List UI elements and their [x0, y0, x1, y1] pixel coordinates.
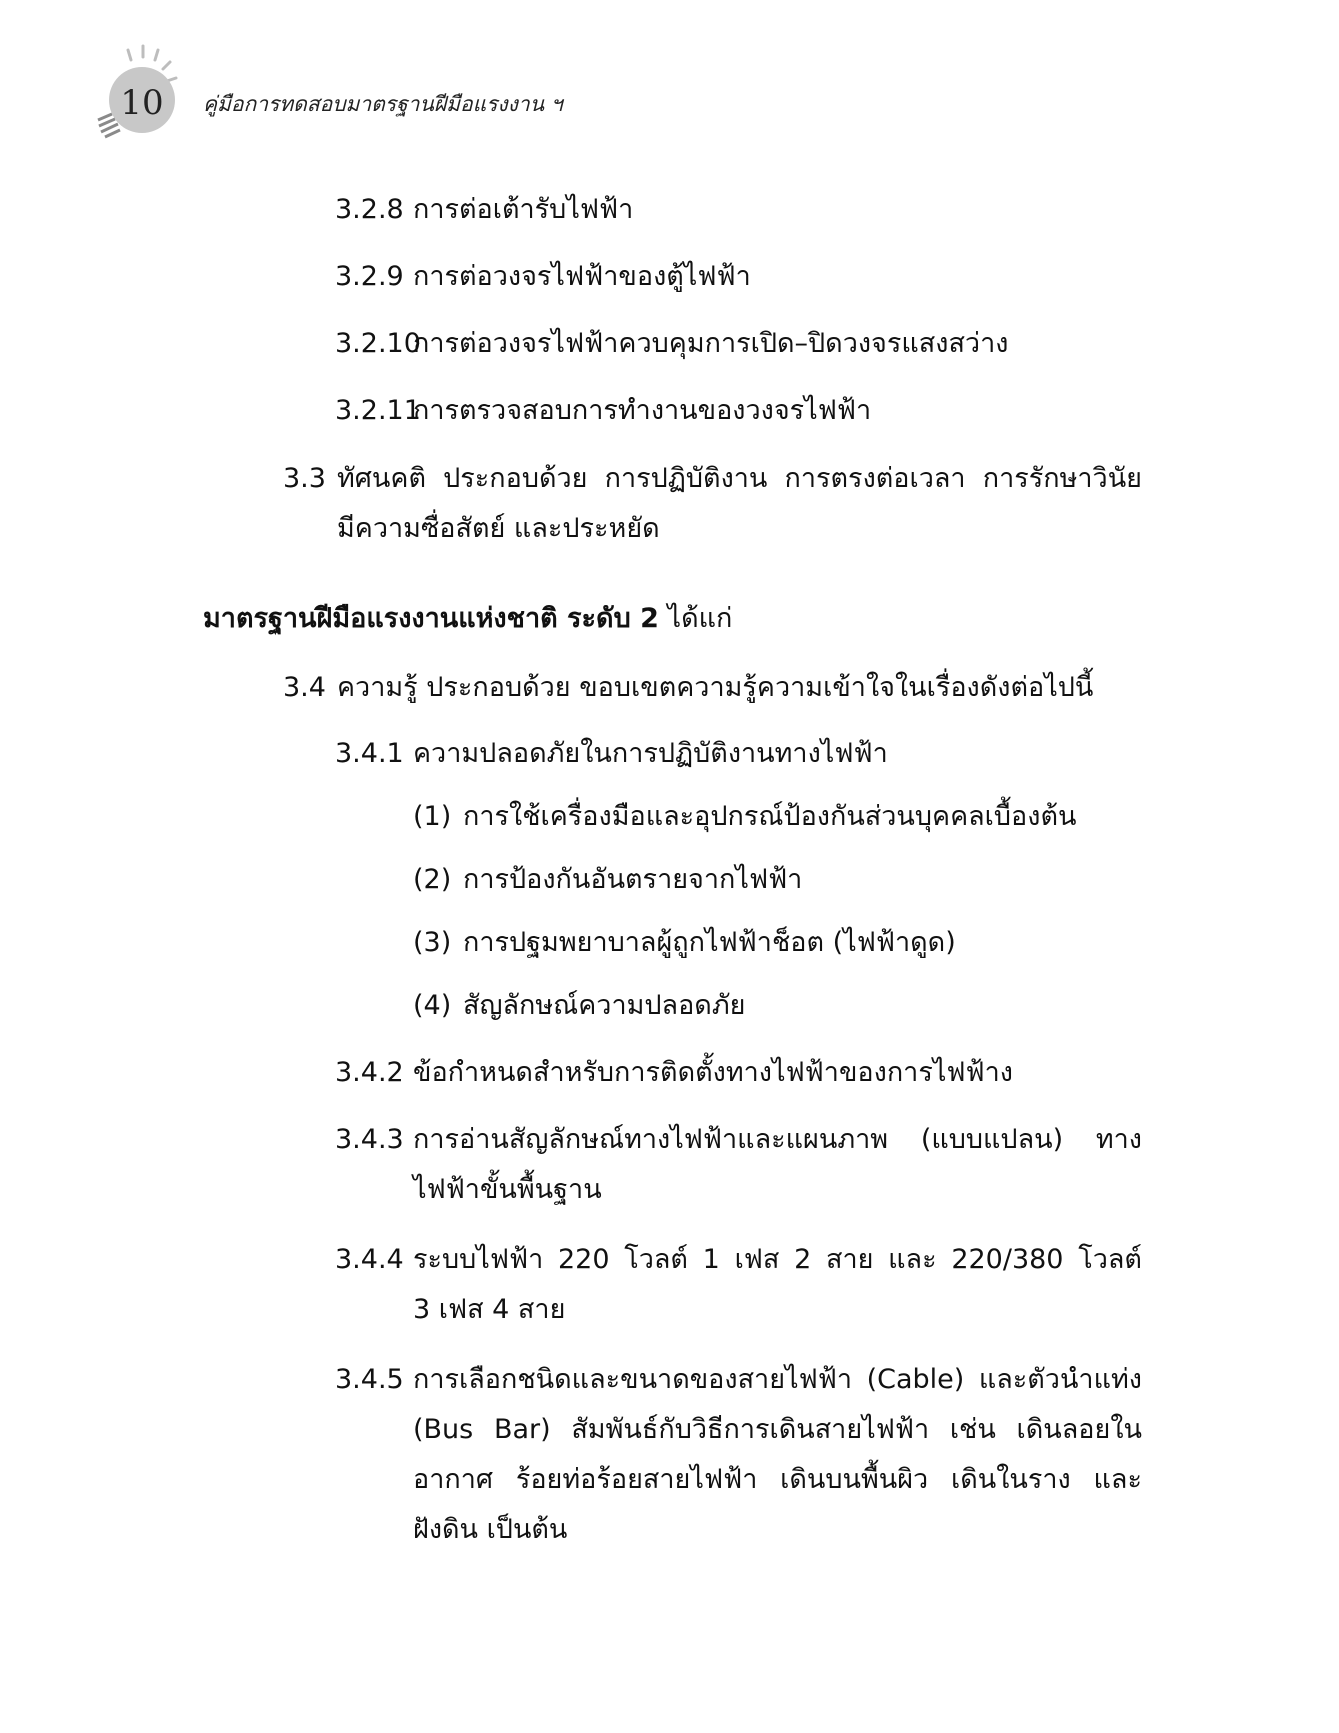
- item-number: 3.2.8: [335, 194, 404, 225]
- item-3-4-3-number: 3.4.3: [335, 1124, 404, 1155]
- item-3-4-3-line-2: ไฟฟ้าขั้นพื้นฐาน: [413, 1174, 602, 1205]
- item-3-3-line-1: [337, 462, 1142, 496]
- word: การรักษาวินัย: [982, 463, 1142, 494]
- word: 1: [702, 1244, 720, 1275]
- item-number: 3.4.2: [335, 1057, 404, 1088]
- word: (Cable): [866, 1364, 965, 1395]
- word: 220: [557, 1244, 610, 1275]
- item-3-4-5-number: 3.4.5: [335, 1364, 404, 1395]
- word: การอ่านสัญลักษณ์ทางไฟฟ้าและแผนภาพ: [413, 1124, 889, 1155]
- item-number: (2): [413, 864, 452, 895]
- word: และ: [1093, 1464, 1142, 1495]
- word: การปฏิบัติงาน: [604, 463, 768, 494]
- word: ทาง: [1095, 1124, 1142, 1155]
- list-item: [335, 193, 633, 227]
- running-title: คู่มือการทดสอบมาตรฐานฝีมือแรงงาน ฯ: [203, 92, 563, 116]
- section-heading-normal: ได้แก่: [667, 603, 733, 634]
- item-text: ข้อกำหนดสำหรับการติดตั้งทางไฟฟ้าของการไฟฟ้าง: [413, 1057, 1013, 1088]
- word: และตัวนำแท่ง: [978, 1364, 1142, 1395]
- item-3-3-line-2: มีความซื่อสัตย์ และประหยัด: [337, 513, 660, 544]
- word: ร้อยท่อร้อยสายไฟฟ้า: [515, 1464, 758, 1495]
- word: การเลือกชนิดและขนาดของสายไฟฟ้า: [413, 1364, 853, 1395]
- sub-list-item: [413, 989, 745, 1023]
- sub-list-item: [413, 863, 802, 897]
- word: 220/380: [951, 1244, 1064, 1275]
- word: ประกอบด้วย: [443, 463, 588, 494]
- list-item: [335, 394, 871, 428]
- item-text: ความรู้ ประกอบด้วย ขอบเขตความรู้ความเข้าใจในเรื่องดังต่อไปนี้: [337, 672, 1094, 703]
- word: โวลต์: [1078, 1244, 1142, 1275]
- word: เดินบนพื้นผิว: [780, 1464, 929, 1495]
- item-text: การตรวจสอบการทำงานของวงจรไฟฟ้า: [413, 395, 872, 426]
- item-text: การต่อเต้ารับไฟฟ้า: [413, 194, 634, 225]
- word: การตรงต่อเวลา: [784, 463, 966, 494]
- item-text: การปฐมพยาบาลผู้ถูกไฟฟ้าช็อต (ไฟฟ้าดูด): [463, 927, 956, 958]
- sub-list-item: [413, 926, 956, 960]
- item-3-4-3-line-1: [413, 1123, 1142, 1157]
- list-item: [335, 1056, 1013, 1090]
- word: เช่น: [949, 1414, 996, 1445]
- word: สาย: [825, 1244, 874, 1275]
- item-number: 3.4: [283, 672, 326, 703]
- list-item: [335, 737, 888, 771]
- item-text: ความปลอดภัยในการปฏิบัติงานทางไฟฟ้า: [413, 738, 888, 769]
- item-3-4-5-line-4: ฝังดิน เป็นต้น: [413, 1514, 568, 1545]
- list-item: [283, 671, 1093, 705]
- sub-list-item: [413, 800, 1076, 834]
- word: (แบบแปลน): [920, 1124, 1064, 1155]
- item-3-4-4-line-1: [413, 1243, 1142, 1277]
- item-text: การป้องกันอันตรายจากไฟฟ้า: [463, 864, 803, 895]
- page-header: [88, 40, 788, 160]
- item-3-4-5-line-2: [413, 1413, 1142, 1447]
- word: เฟส: [734, 1244, 780, 1275]
- item-number: (1): [413, 801, 452, 832]
- item-text: การต่อวงจรไฟฟ้าควบคุมการเปิด–ปิดวงจรแสงสว่าง: [413, 328, 1009, 359]
- list-item: [335, 327, 1008, 361]
- item-3-4-4-line-2: 3 เฟส 4 สาย: [413, 1294, 566, 1325]
- word: โวลต์: [624, 1244, 688, 1275]
- item-number: (3): [413, 927, 452, 958]
- word: ระบบไฟฟ้า: [413, 1244, 544, 1275]
- item-text: สัญลักษณ์ความปลอดภัย: [463, 990, 746, 1021]
- item-text: การใช้เครื่องมือและอุปกรณ์ป้องกันส่วนบุคคลเบื้องต้น: [463, 801, 1077, 832]
- section-heading: [203, 602, 732, 636]
- item-number: 3.4.1: [335, 738, 404, 769]
- word: เดินลอยใน: [1016, 1414, 1142, 1445]
- item-number: 3.2.10: [335, 328, 421, 359]
- item-text: การต่อวงจรไฟฟ้าของตู้ไฟฟ้า: [413, 261, 751, 292]
- word: 2: [794, 1244, 812, 1275]
- word: Bar): [493, 1414, 551, 1445]
- word: ทัศนคติ: [337, 463, 426, 494]
- section-heading-bold: มาตรฐานฝีมือแรงงานแห่งชาติ ระดับ 2: [203, 603, 659, 634]
- item-number: 3.2.9: [335, 261, 404, 292]
- page-number: 10: [120, 83, 164, 123]
- item-3-4-5-line-3: [413, 1463, 1142, 1497]
- item-3-4-4-number: 3.4.4: [335, 1244, 404, 1275]
- item-number: 3.2.11: [335, 395, 421, 426]
- list-item: [335, 260, 751, 294]
- word: (Bus: [413, 1414, 474, 1445]
- item-3-3-number: 3.3: [283, 463, 326, 494]
- word: สัมพันธ์กับวิธีการเดินสายไฟฟ้า: [571, 1414, 930, 1445]
- item-number: (4): [413, 990, 452, 1021]
- word: อากาศ: [413, 1464, 494, 1495]
- item-3-4-5-line-1: [413, 1363, 1142, 1397]
- word: เดินในราง: [951, 1464, 1071, 1495]
- word: และ: [888, 1244, 937, 1275]
